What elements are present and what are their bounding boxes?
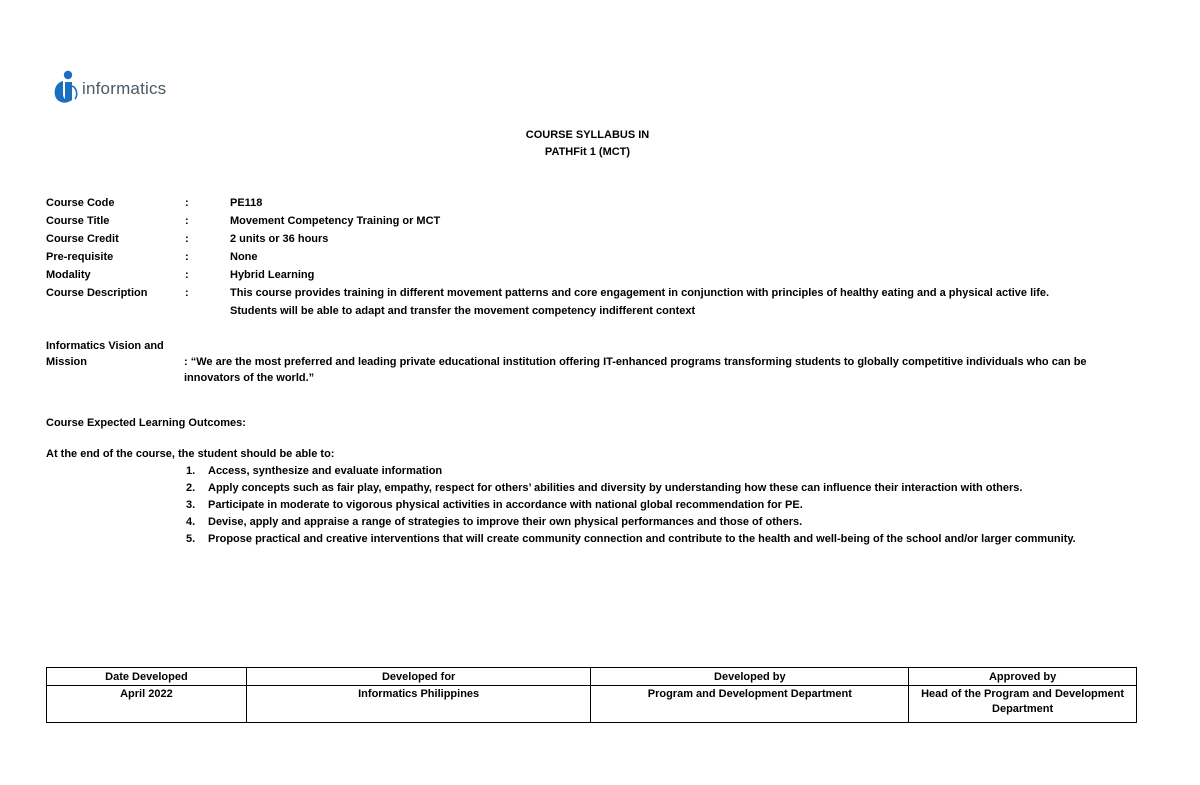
list-item xyxy=(186,497,1076,514)
list-item-text: Participate in moderate to vigorous physical activities in accordance with national global recommendation for PE. xyxy=(208,499,803,511)
list-item xyxy=(186,463,1076,480)
list-item-number: 5. xyxy=(186,533,196,545)
vision-mission-label xyxy=(46,338,164,370)
developed-for-header: Developed for xyxy=(246,668,591,686)
logo-wordmark: informatics xyxy=(82,79,167,98)
vision-mission-label-line2: Mission xyxy=(46,356,87,368)
syllabus-title: COURSE SYLLABUS IN xyxy=(525,129,650,141)
separator: : xyxy=(185,233,189,245)
separator: : xyxy=(185,215,189,227)
list-item-text: Devise, apply and appraise a range of strategies to improve their own physical performances and those of others. xyxy=(208,516,803,528)
outcomes-heading: Course Expected Learning Outcomes: xyxy=(46,417,246,429)
course-code-value: PE118 xyxy=(230,197,263,209)
list-item xyxy=(186,531,1076,548)
course-description-label: Course Description xyxy=(46,287,148,299)
prerequisite-label: Pre-requisite xyxy=(46,251,114,263)
separator: : xyxy=(185,287,189,299)
development-info-table xyxy=(46,667,1137,723)
informatics-logo-icon xyxy=(53,70,79,104)
course-code-label: Course Code xyxy=(46,197,115,209)
developed-by-header: Developed by xyxy=(591,668,909,686)
developed-by-value: Program and Development Department xyxy=(591,686,909,723)
approved-by-header: Approved by xyxy=(909,668,1137,686)
course-title-label: Course Title xyxy=(46,215,110,227)
separator: : xyxy=(185,197,189,209)
list-item-text: Propose practical and creative interventions that will create community connection and contribute to the health and well-being of the school and/or larger community. xyxy=(208,533,1076,545)
list-item xyxy=(186,514,1076,531)
list-item-text: Access, synthesize and evaluate information xyxy=(208,465,443,477)
outcomes-list xyxy=(186,463,1076,548)
course-credit-value: 2 units or 36 hours xyxy=(230,233,329,245)
course-description-value: This course provides training in different movement patterns and core engagement in conjunction with principles of healthy eating and a physical active life. xyxy=(230,287,1050,299)
list-item-number: 3. xyxy=(186,499,196,511)
course-credit-label: Course Credit xyxy=(46,233,119,245)
modality-value: Hybrid Learning xyxy=(230,269,315,281)
list-item xyxy=(186,480,1076,497)
course-description-line2: Students will be able to adapt and transfer the movement competency indifferent context xyxy=(230,305,696,317)
course-title-value: Movement Competency Training or MCT xyxy=(230,215,441,227)
list-item-number: 2. xyxy=(186,482,196,494)
modality-label: Modality xyxy=(46,269,91,281)
separator: : xyxy=(185,251,189,263)
developed-for-value: Informatics Philippines xyxy=(246,686,591,723)
date-developed-header: Date Developed xyxy=(47,668,247,686)
table-row xyxy=(47,686,1137,723)
list-item-text: Apply concepts such as fair play, empathy, respect for others’ abilities and diversity by understanding how these can influence their interaction with others. xyxy=(208,482,1023,494)
table-header-row xyxy=(47,668,1137,686)
vision-mission-text: : “We are the most preferred and leading private educational institution offering IT-enhanced programs transforming students to globally competitive individuals who can be innovators of the world.” xyxy=(184,356,1087,384)
outcomes-intro: At the end of the course, the student should be able to: xyxy=(46,448,335,460)
informatics-logo xyxy=(53,70,203,106)
approved-by-value: Head of the Program and Development Department xyxy=(909,686,1137,723)
syllabus-subtitle: PATHFit 1 (MCT) xyxy=(544,146,631,158)
vision-mission-label-line1: Informatics Vision and xyxy=(46,340,164,352)
separator: : xyxy=(185,269,189,281)
prerequisite-value: None xyxy=(230,251,258,263)
list-item-number: 4. xyxy=(186,516,196,528)
date-developed-value: April 2022 xyxy=(47,686,247,723)
list-item-number: 1. xyxy=(186,465,196,477)
